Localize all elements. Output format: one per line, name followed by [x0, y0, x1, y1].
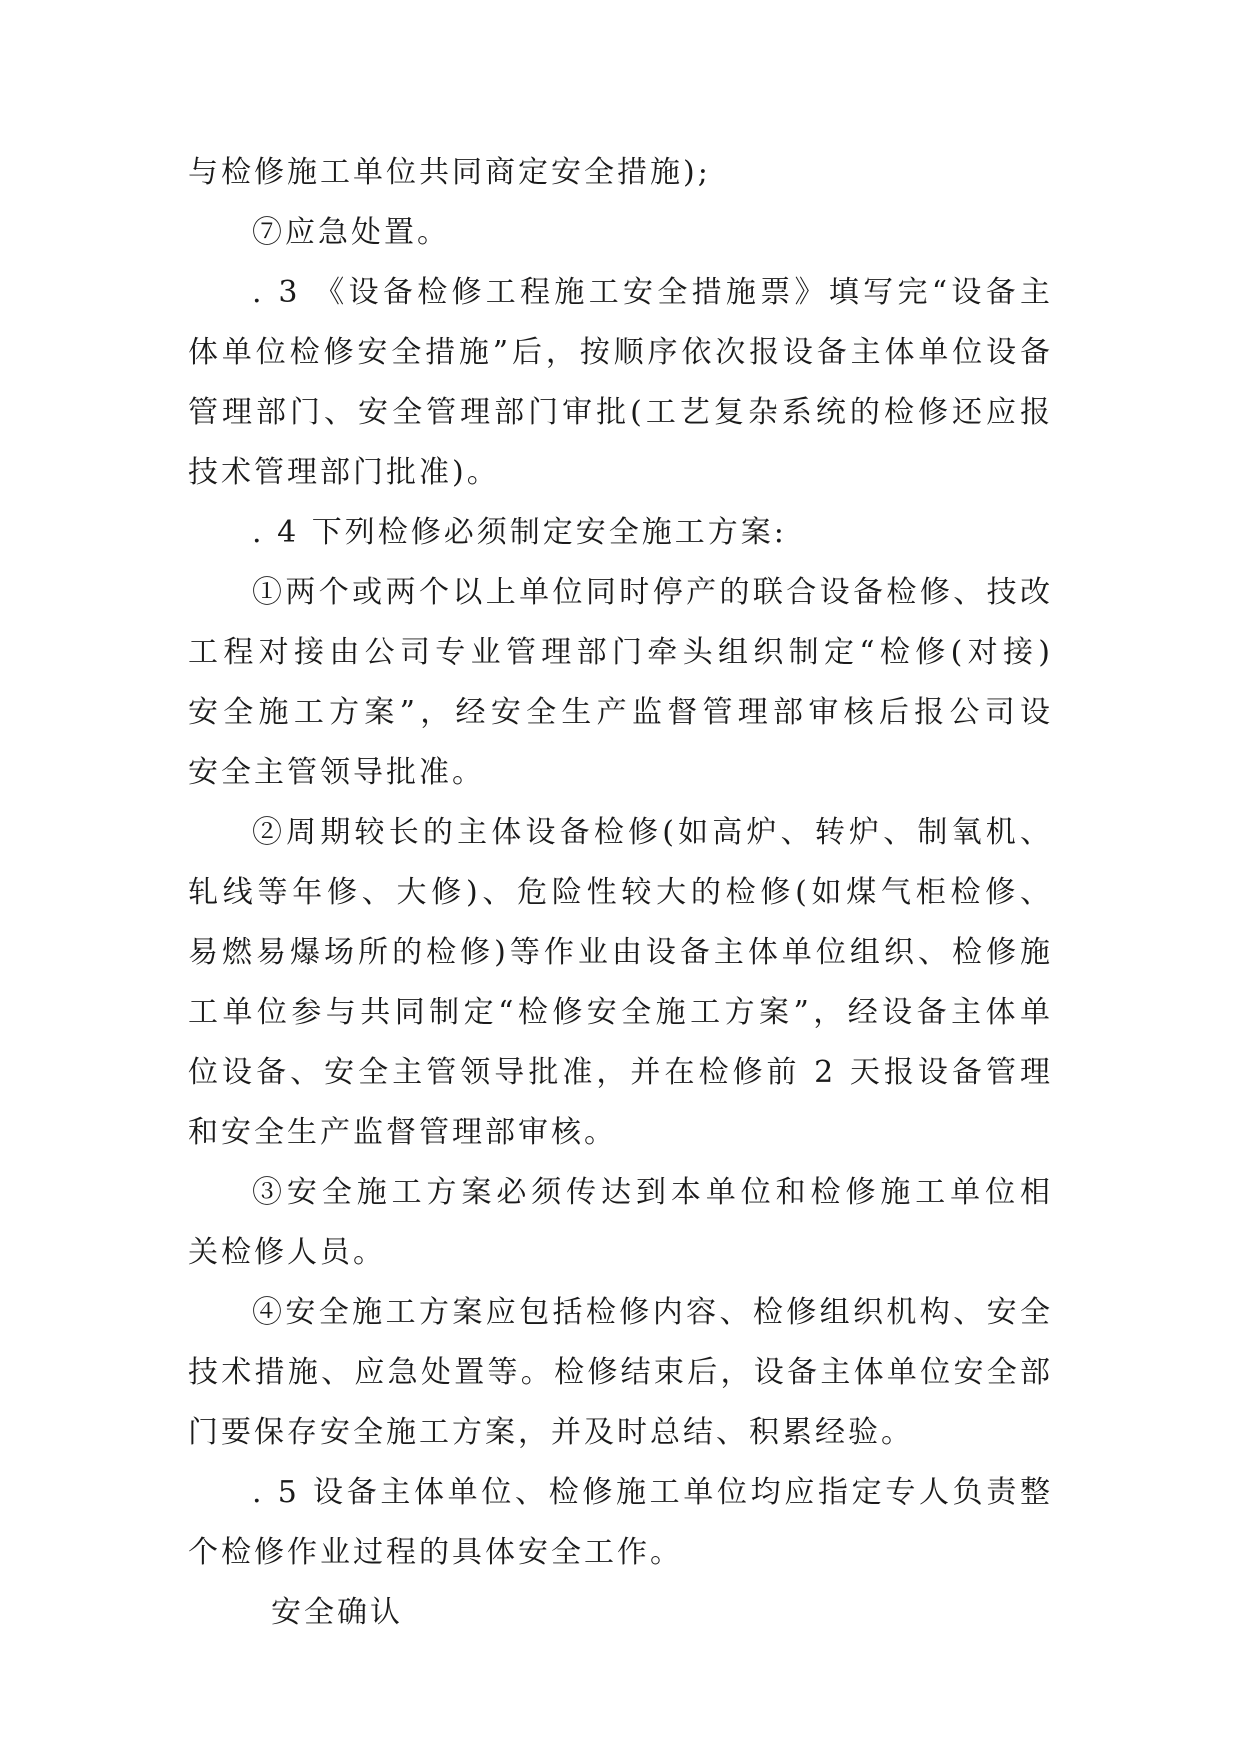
section-heading: 安全确认	[271, 1595, 403, 1630]
text-line: 关检修人员。	[188, 1235, 386, 1270]
text-line: ④安全施工方案应包括检修内容、检修组织机构、安全	[252, 1295, 1053, 1330]
text-line: 易燃易爆场所的检修)等作业由设备主体单位组织、检修施	[188, 935, 1053, 970]
text-line: . 3 《设备检修工程施工安全措施票》填写完“设备主	[252, 275, 1053, 310]
text-line: 技术管理部门批准)。	[188, 455, 500, 490]
text-line: ①两个或两个以上单位同时停产的联合设备检修、技改	[252, 575, 1053, 610]
text-line: 技术措施、应急处置等。检修结束后，设备主体单位安全部	[188, 1355, 1053, 1390]
text-line: 体单位检修安全措施”后，按顺序依次报设备主体单位设备	[188, 335, 1053, 370]
text-line: ③安全施工方案必须传达到本单位和检修施工单位相	[252, 1175, 1053, 1210]
text-line: 个检修作业过程的具体安全工作。	[188, 1535, 683, 1570]
text-line: 工程对接由公司专业管理部门牵头组织制定“检修(对接)	[188, 635, 1053, 670]
text-line: 安全施工方案”，经安全生产监督管理部审核后报公司设	[188, 695, 1053, 730]
document-body	[188, 143, 1053, 1643]
text-line: ②周期较长的主体设备检修(如高炉、转炉、制氧机、	[252, 815, 1053, 850]
text-line: 与检修施工单位共同商定安全措施);	[188, 155, 711, 190]
text-line: 和安全生产监督管理部审核。	[188, 1115, 617, 1150]
text-line: 管理部门、安全管理部门审批(工艺复杂系统的检修还应报	[188, 395, 1053, 430]
text-line: 门要保存安全施工方案，并及时总结、积累经验。	[188, 1415, 914, 1450]
text-line: 安全主管领导批准。	[188, 755, 485, 790]
text-line: 工单位参与共同制定“检修安全施工方案”，经设备主体单	[188, 995, 1053, 1030]
text-line: . 5 设备主体单位、检修施工单位均应指定专人负责整	[252, 1475, 1053, 1510]
text-line: . 4 下列检修必须制定安全施工方案:	[252, 515, 787, 550]
text-line: 轧线等年修、大修)、危险性较大的检修(如煤气柜检修、	[188, 875, 1053, 910]
text-line: 位设备、安全主管领导批准，并在检修前 2 天报设备管理	[188, 1055, 1053, 1090]
text-line: ⑦应急处置。	[252, 215, 450, 250]
